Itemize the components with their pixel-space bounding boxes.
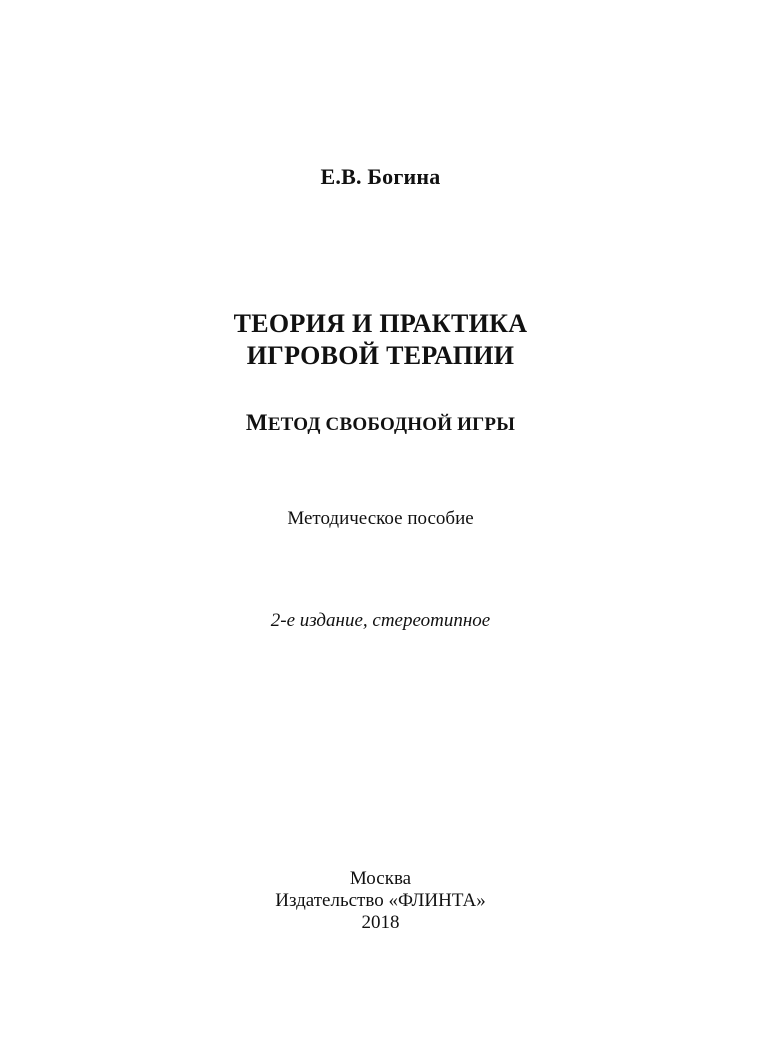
imprint-city: Москва xyxy=(349,868,412,889)
imprint-year: 2018 xyxy=(361,912,400,933)
book-title xyxy=(0,308,761,372)
book-subtitle xyxy=(0,410,761,436)
edition-note: 2-е издание, стереотипное xyxy=(270,610,491,631)
document-type: Методическое пособие xyxy=(287,508,474,529)
subtitle-rest: ЕТОД СВОБОДНОЙ ИГРЫ xyxy=(267,414,516,435)
book-title-line-2: ИГРОВОЙ ТЕРАПИИ xyxy=(246,341,515,370)
author-name: Е.В. Богина xyxy=(320,164,441,189)
subtitle-initial: М xyxy=(245,410,268,435)
imprint xyxy=(0,868,761,934)
book-title-line-1: ТЕОРИЯ И ПРАКТИКА xyxy=(233,309,528,338)
imprint-publisher: Издательство «ФЛИНТА» xyxy=(275,890,486,911)
